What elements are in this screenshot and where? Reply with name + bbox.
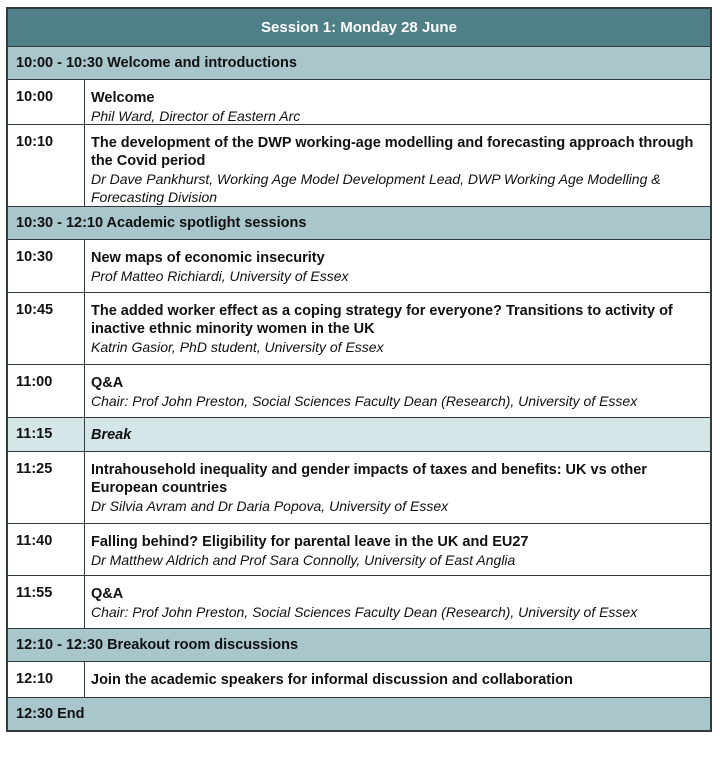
section-header-row: [8, 46, 710, 79]
item-content: [85, 524, 710, 575]
item-speaker: Dr Silvia Avram and Dr Daria Popova, University of Essex: [91, 498, 449, 514]
item-title: Q&A: [91, 375, 124, 391]
item-speaker: Chair: Prof John Preston, Social Sciences Faculty Dean (Research), University of Essex: [91, 604, 638, 620]
item-title: The development of the DWP working-age modelling and forecasting approach through the Covid period: [91, 135, 694, 169]
session-title: Session 1: Monday 28 June: [261, 19, 457, 36]
section-header: 10:00 - 10:30 Welcome and introductions: [16, 55, 297, 71]
item-title: Welcome: [91, 90, 155, 106]
item-time: 10:00: [8, 80, 85, 124]
agenda-item-row: [8, 523, 710, 575]
item-content: [85, 80, 710, 124]
item-time: 11:00: [8, 365, 85, 417]
section-header: 10:30 - 12:10 Academic spotlight sessions: [16, 215, 307, 231]
item-title: Falling behind? Eligibility for parental leave in the UK and EU27: [91, 534, 529, 550]
agenda-item-row: [8, 124, 710, 206]
break-row: [8, 417, 710, 451]
end-label: 12:30 End: [16, 706, 85, 722]
session-title-row: [8, 9, 710, 46]
item-speaker: Dr Matthew Aldrich and Prof Sara Connolly, University of East Anglia: [91, 552, 516, 568]
agenda-item-row: [8, 239, 710, 292]
item-title: Join the academic speakers for informal discussion and collaboration: [91, 672, 573, 688]
item-speaker: Prof Matteo Richiardi, University of Essex: [91, 268, 349, 284]
section-header-row: [8, 628, 710, 661]
item-content: [85, 452, 710, 523]
item-speaker: Dr Dave Pankhurst, Working Age Model Development Lead, DWP Working Age Modelling & Forecasting Division: [91, 171, 661, 205]
agenda-item-row: [8, 364, 710, 417]
item-content: [85, 240, 710, 292]
item-time: 11:55: [8, 576, 85, 628]
agenda-item-row: [8, 451, 710, 523]
item-time: 11:40: [8, 524, 85, 575]
item-title: The added worker effect as a coping strategy for everyone? Transitions to activity of inactive ethnic minority women in the UK: [91, 303, 673, 337]
item-time: 12:10: [8, 662, 85, 697]
section-header-row: [8, 206, 710, 239]
item-speaker: Phil Ward, Director of Eastern Arc: [91, 108, 301, 124]
item-speaker: Katrin Gasior, PhD student, University of Essex: [91, 339, 384, 355]
end-row: [8, 697, 710, 730]
agenda-table: [6, 7, 712, 732]
item-title: Intrahousehold inequality and gender impacts of taxes and benefits: UK vs other European countries: [91, 462, 647, 496]
item-time: 11:15: [8, 418, 85, 451]
item-time: 11:25: [8, 452, 85, 523]
item-speaker: Chair: Prof John Preston, Social Sciences Faculty Dean (Research), University of Essex: [91, 393, 638, 409]
item-content: [85, 576, 710, 628]
item-time: 10:30: [8, 240, 85, 292]
item-content: [85, 125, 710, 206]
item-title: New maps of economic insecurity: [91, 250, 325, 266]
agenda-item-row: [8, 79, 710, 124]
agenda-item-row: [8, 661, 710, 697]
item-time: 10:10: [8, 125, 85, 206]
break-label: Break: [91, 427, 132, 443]
agenda-item-row: [8, 575, 710, 628]
item-time: 10:45: [8, 293, 85, 364]
agenda-item-row: [8, 292, 710, 364]
item-content: [85, 293, 710, 364]
section-header: 12:10 - 12:30 Breakout room discussions: [16, 637, 299, 653]
item-content: [85, 662, 710, 697]
item-content: [85, 365, 710, 417]
item-title: Q&A: [91, 586, 124, 602]
